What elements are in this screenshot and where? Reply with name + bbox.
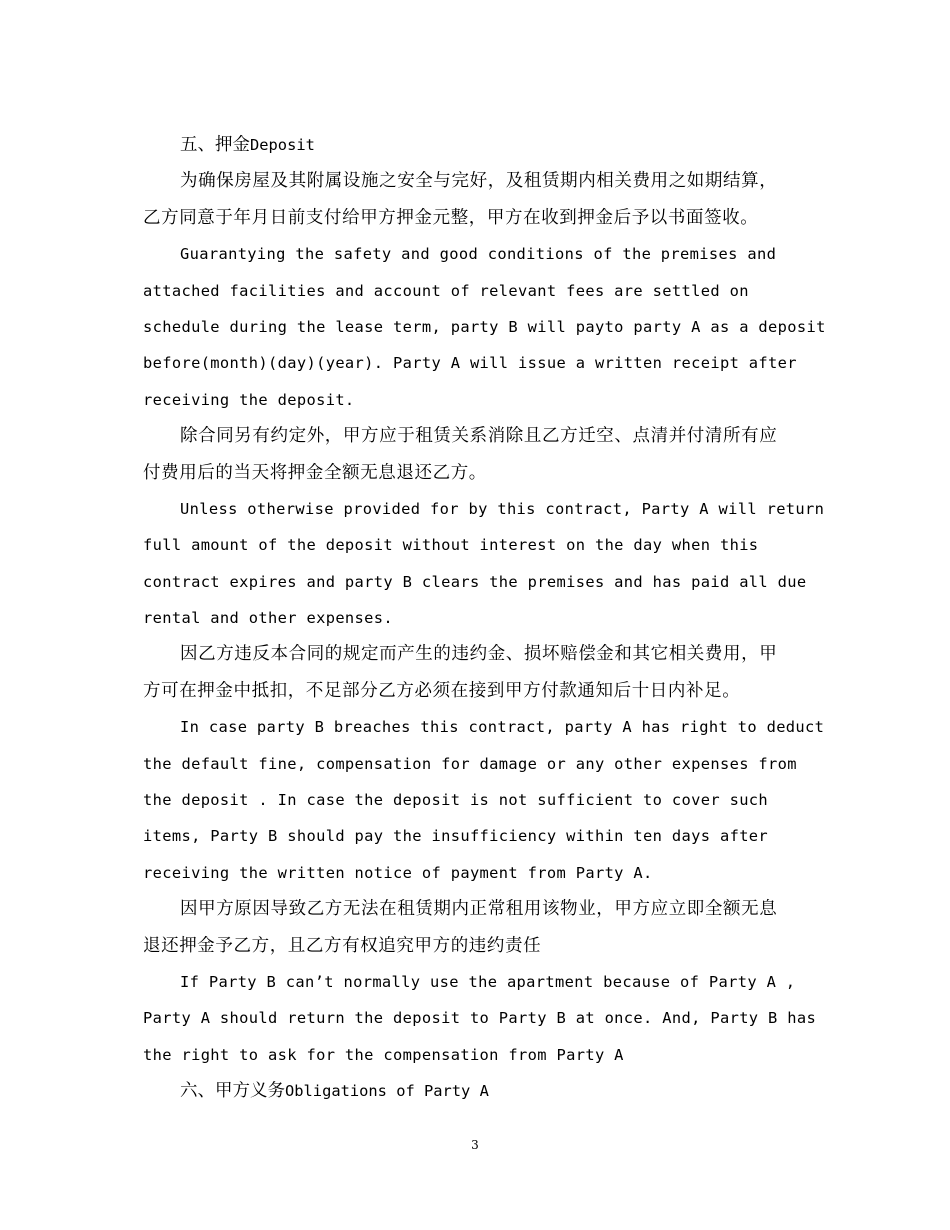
paragraph-line: attached facilities and account of relevant fees are settled on (143, 281, 749, 300)
paragraph-en (143, 964, 817, 1073)
paragraph-line: full amount of the deposit without interest on the day when this (143, 536, 759, 555)
paragraph-en (143, 236, 826, 418)
paragraph-zh (143, 163, 808, 236)
paragraph-zh (143, 418, 808, 491)
paragraph-line: 退还押金予乙方，且乙方有权追究甲方的违约责任 (143, 935, 542, 956)
paragraph-line: items, Party B should pay the insufficiency within ten days after (143, 827, 769, 846)
section-heading-zh: 五、押金 (180, 135, 250, 155)
paragraph-line: the deposit . In case the deposit is not sufficient to cover such (143, 791, 769, 810)
paragraph-line: 除合同另有约定外，甲方应于租赁关系消除且乙方迁空、点清并付清所有应 (180, 426, 778, 447)
paragraph-line: 方可在押金中抵扣，不足部分乙方必须在接到甲方付款通知后十日内补足。 (143, 680, 741, 701)
paragraph-line: rental and other expenses. (143, 609, 394, 628)
paragraph-line: receiving the written notice of payment from Party A. (143, 863, 653, 882)
paragraph-line: In case party B breaches this contract, party A has right to deduct (180, 718, 825, 737)
page-number: 3 (471, 1138, 479, 1152)
section-heading-zh: 六、甲方义务 (180, 1081, 285, 1102)
paragraph-zh (143, 636, 808, 709)
paragraph-line: Unless otherwise provided for by this contract, Party A will return (180, 499, 825, 518)
paragraph-line: the right to ask for the compensation from Party A (143, 1045, 624, 1064)
paragraph-line: receiving the deposit. (143, 390, 355, 409)
paragraph-line: 为确保房屋及其附属设施之安全与完好，及租赁期内相关费用之如期结算， (180, 171, 778, 192)
section-heading-en: Obligations of Party A (285, 1082, 489, 1101)
paragraph-line: schedule during the lease term, party B will payto party A as a deposit (143, 317, 826, 336)
paragraph-line: Guarantying the safety and good conditions of the premises and (180, 245, 777, 264)
paragraph-line: the default fine, compensation for damage or any other expenses from (143, 754, 797, 773)
paragraph-en (143, 491, 825, 637)
section-heading-obligations (143, 1073, 808, 1109)
paragraph-line: If Party B can’t normally use the apartment because of Party A , (180, 972, 796, 991)
paragraph-zh (143, 891, 808, 964)
document-body (143, 127, 826, 1110)
section-heading-deposit (143, 127, 808, 163)
paragraph-en (143, 709, 825, 891)
paragraph-line: 乙方同意于年月日前支付给甲方押金元整，甲方在收到押金后予以书面签收。 (143, 207, 759, 228)
section-heading-en: Deposit (250, 136, 315, 154)
paragraph-line: 付费用后的当天将押金全额无息退还乙方。 (143, 462, 487, 483)
paragraph-line: contract expires and party B clears the premises and has paid all due (143, 572, 807, 591)
paragraph-line: 因乙方违反本合同的规定而产生的违约金、损坏赔偿金和其它相关费用，甲 (180, 644, 778, 665)
paragraph-line: Party A should return the deposit to Party B at once. And, Party B has (143, 1009, 817, 1028)
paragraph-line: before(month)(day)(year). Party A will issue a written receipt after (143, 354, 797, 373)
paragraph-line: 因甲方原因导致乙方无法在租赁期内正常租用该物业，甲方应立即全额无息 (180, 899, 778, 920)
